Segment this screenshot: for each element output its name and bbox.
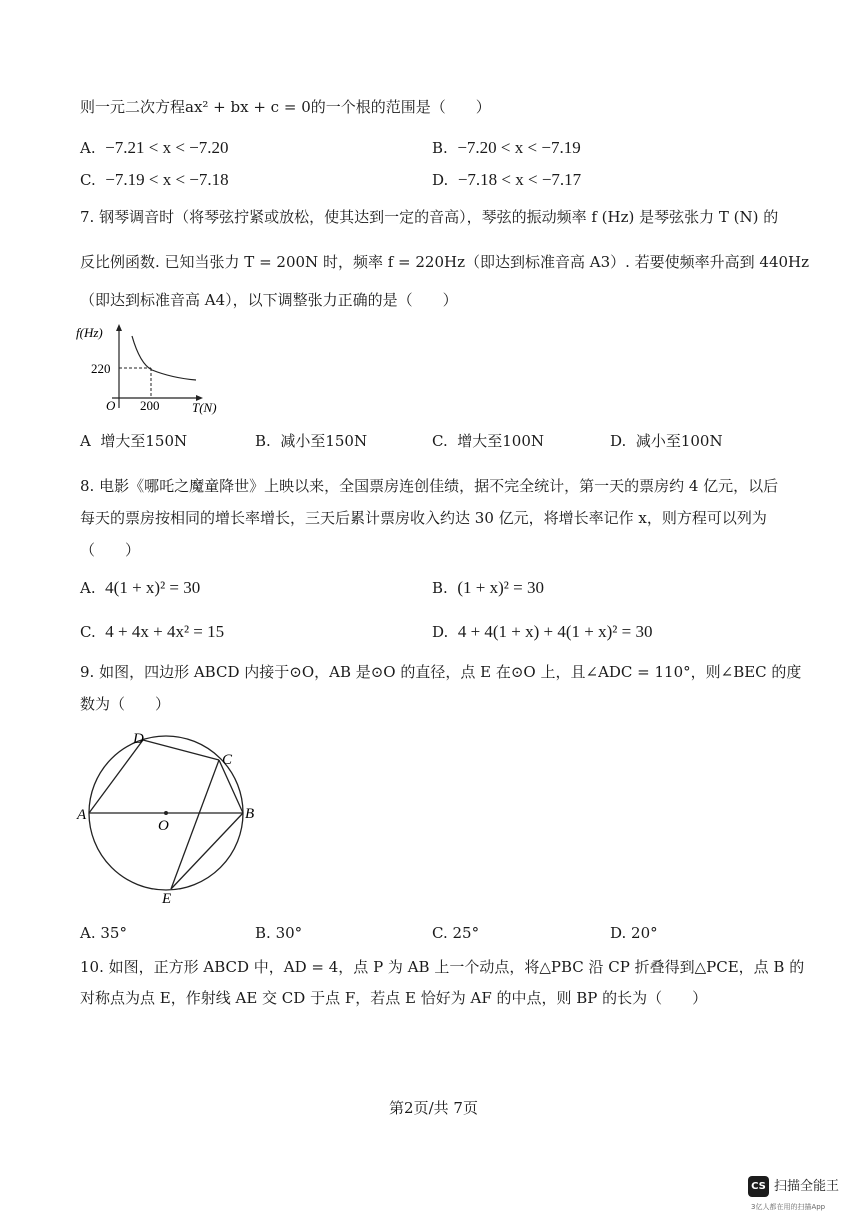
q10-line-2: 对称点为点 E，作射线 AE 交 CD 于点 F，若点 E 恰好为 AF 的中点，则 BP 的长为（ ） xyxy=(80,989,708,1007)
q9-segment-ad xyxy=(89,740,143,813)
q6-option-a: A. −7.21 < x < −7.20 xyxy=(80,138,229,157)
q9-option-c: C. 25° xyxy=(432,924,480,942)
q8-option-d: D. 4 + 4(1 + x) + 4(1 + x)² = 30 xyxy=(432,622,653,641)
q6-option-b: B. −7.20 < x < −7.19 xyxy=(432,138,581,157)
q7-y-label: f(Hz) xyxy=(76,325,103,340)
q7-x-tick: 200 xyxy=(140,398,160,413)
q10-line-1: 10. 如图，正方形 ABCD 中，AD = 4，点 P 为 AB 上一个动点，将△PBC 沿 CP 折叠得到△PCE，点 B 的 xyxy=(80,958,805,976)
q9-line-2: 数为（ ） xyxy=(80,695,171,713)
q7-option-b: B. 减小至150N xyxy=(255,432,368,450)
q9-option-a: A. 35° xyxy=(80,924,127,942)
q9-label-a: A xyxy=(77,807,87,823)
scanner-app-name: 扫描全能王 xyxy=(774,1179,840,1194)
q9-label-d: D xyxy=(133,731,144,747)
q7-line-1: 7. 钢琴调音时（将琴弦拧紧或放松，使其达到一定的音高），琴弦的振动频率 f (Hz) 是琴弦张力 T (N) 的 xyxy=(80,208,779,226)
q7-option-d: D. 减小至100N xyxy=(610,432,723,450)
q7-y-arrow xyxy=(116,324,122,331)
q9-label-e: E xyxy=(162,891,172,907)
q8-option-a: A. 4(1 + x)² = 30 xyxy=(80,578,201,597)
q9-circle-figure xyxy=(76,726,262,908)
q9-label-b: B xyxy=(245,806,255,822)
q7-option-c: C. 增大至100N xyxy=(432,432,545,450)
q7-line-3: （即达到标准音高 A4），以下调整张力正确的是（ ） xyxy=(80,291,458,309)
q8-line-2: 每天的票房按相同的增长率增长，三天后累计票房收入约达 30 亿元，将增长率记作 x，则方程可以列为 xyxy=(80,509,767,527)
q7-graph xyxy=(74,322,234,422)
q7-line-2: 反比例函数. 已知当张力 T = 200N 时，频率 f = 220Hz（即达到标准音高 A3）. 若要使频率升高到 440Hz xyxy=(80,253,810,271)
q8-option-c: C. 4 + 4x + 4x² = 15 xyxy=(80,622,225,641)
q9-center-dot xyxy=(164,811,168,815)
q6-option-c: C. −7.19 < x < −7.18 xyxy=(80,170,229,189)
q8-line-3: （ ） xyxy=(80,541,141,559)
scanner-logo-icon: CS xyxy=(748,1176,769,1197)
q7-curve xyxy=(132,336,196,380)
q7-option-a: A 增大至150N xyxy=(80,432,188,450)
page-footer: 第2页/共 7页 xyxy=(389,1099,478,1117)
q6-stem: 则一元二次方程ax² + bx + c = 0的一个根的范围是（ ） xyxy=(80,98,491,116)
scanner-tagline: 3亿人都在用的扫描App xyxy=(751,1203,826,1211)
q9-option-d: D. 20° xyxy=(610,924,658,942)
q6-option-d: D. −7.18 < x < −7.17 xyxy=(432,170,582,189)
q9-label-c: C xyxy=(222,752,233,768)
q9-segment-dc xyxy=(143,740,219,760)
q8-line-1: 8. 电影《哪吒之魔童降世》上映以来，全国票房连创佳绩，据不完全统计，第一天的票房约 4 亿元，以后 xyxy=(80,477,779,495)
q8-option-b: B. (1 + x)² = 30 xyxy=(432,578,544,597)
q9-label-o: O xyxy=(158,818,169,834)
q7-y-tick: 220 xyxy=(91,361,111,376)
q7-origin: O xyxy=(106,398,116,413)
q9-option-b: B. 30° xyxy=(255,924,303,942)
q9-line-1: 9. 如图，四边形 ABCD 内接于⊙O，AB 是⊙O 的直径，点 E 在⊙O 上，且∠ADC = 110°，则∠BEC 的度 xyxy=(80,663,802,681)
q9-segment-ce xyxy=(171,760,219,889)
q7-x-label: T(N) xyxy=(192,400,217,415)
